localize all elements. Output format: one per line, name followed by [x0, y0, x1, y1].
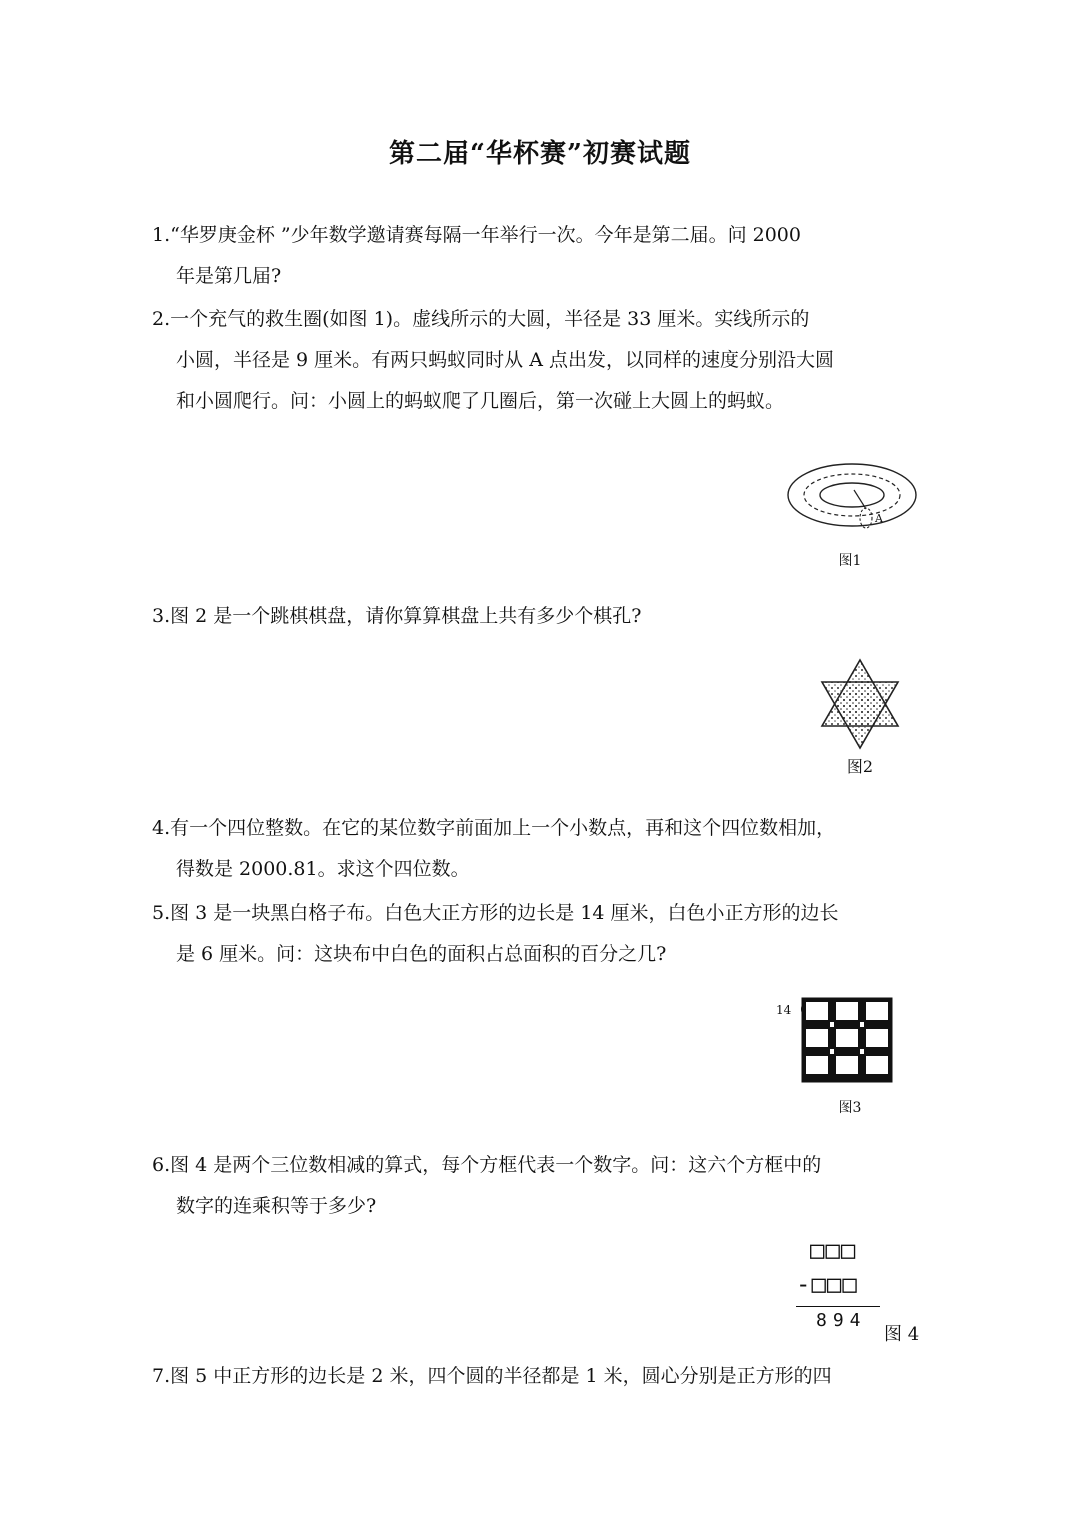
white-large-square — [806, 1029, 828, 1047]
page-title: 第二届“华杯赛”初赛试题 — [389, 139, 691, 169]
figure-4-caption: 图 4 — [884, 1324, 920, 1345]
figure-3-checkered-cloth — [772, 994, 896, 1086]
figure-2-caption: 图2 — [846, 757, 874, 776]
problem-2 — [152, 299, 927, 422]
problem-6-line-2: 数字的连乘积等于多少? — [176, 1195, 377, 1217]
white-large-square — [836, 1029, 858, 1047]
small-solid-circle — [820, 483, 884, 507]
white-large-square — [866, 1056, 888, 1074]
white-large-square — [866, 1029, 888, 1047]
large-dashed-circle — [804, 474, 900, 516]
problem-3 — [152, 596, 927, 637]
white-large-square — [866, 1002, 888, 1020]
white-large-square — [836, 1056, 858, 1074]
outer-ring — [788, 464, 916, 526]
subtraction-top-row: □□□ — [810, 1236, 857, 1264]
problem-5-line-2: 是 6 厘米。问：这块布中白色的面积占总面积的百分之几? — [176, 943, 667, 965]
figure-2-checkers-star — [818, 656, 902, 752]
problem-4-line-2: 得数是 2000.81。求这个四位数。 — [176, 858, 470, 880]
problem-1-line-2: 年是第几届? — [176, 265, 282, 287]
problem-1 — [152, 215, 927, 297]
figure-4-subtraction — [790, 1236, 890, 1346]
white-small-square — [830, 1049, 834, 1054]
problem-3-line-1: 3.图 2 是一个跳棋棋盘，请你算算棋盘上共有多少个棋孔? — [152, 605, 642, 627]
figure-1-caption: 图1 — [838, 553, 862, 569]
white-large-square — [806, 1002, 828, 1020]
problem-5 — [152, 893, 927, 975]
white-squares — [806, 1002, 888, 1074]
problem-1-line-1: 1.“华罗庚金杯 ”少年数学邀请赛每隔一年举行一次。今年是第二届。问 2000 — [152, 224, 801, 246]
problem-5-line-1: 5.图 3 是一块黑白格子布。白色大正方形的边长是 14 厘米，白色小正方形的边长 — [152, 902, 839, 924]
problem-2-line-1: 2.一个充气的救生圈(如图 1)。虚线所示的大圆，半径是 33 厘米。实线所示的 — [152, 308, 810, 330]
problem-6-line-1: 6.图 4 是两个三位数相减的算式，每个方框代表一个数字。问：这六个方框中的 — [152, 1154, 822, 1176]
problem-2-line-3: 和小圆爬行。问：小圆上的蚂蚁爬了几圈后，第一次碰上大圆上的蚂蚁。 — [176, 390, 785, 412]
white-small-square — [860, 1049, 864, 1054]
figure-3-caption: 图3 — [838, 1100, 862, 1116]
problem-6 — [152, 1145, 927, 1227]
point-a-label: A — [875, 512, 883, 525]
white-large-square — [836, 1002, 858, 1020]
figure-1-life-buoy — [780, 460, 924, 544]
white-small-square — [830, 1022, 834, 1027]
problem-4-line-1: 4.有一个四位整数。在它的某位数字前面加上一个小数点，再和这个四位数相加， — [152, 817, 836, 839]
side-label-14: 14 — [776, 1003, 792, 1017]
problem-7 — [152, 1356, 927, 1397]
subtraction-bottom-row: -□□□ — [796, 1270, 858, 1298]
subtraction-result: 894 — [816, 1310, 867, 1331]
white-large-square — [806, 1056, 828, 1074]
subtraction-bar — [796, 1306, 880, 1307]
problem-2-line-2: 小圆，半径是 9 厘米。有两只蚂蚁同时从 A 点出发，以同样的速度分别沿大圆 — [176, 349, 834, 371]
problem-4 — [152, 808, 927, 890]
problem-7-line-1: 7.图 5 中正方形的边长是 2 米，四个圆的半径都是 1 米，圆心分别是正方形的四 — [152, 1365, 832, 1387]
white-small-square — [860, 1022, 864, 1027]
